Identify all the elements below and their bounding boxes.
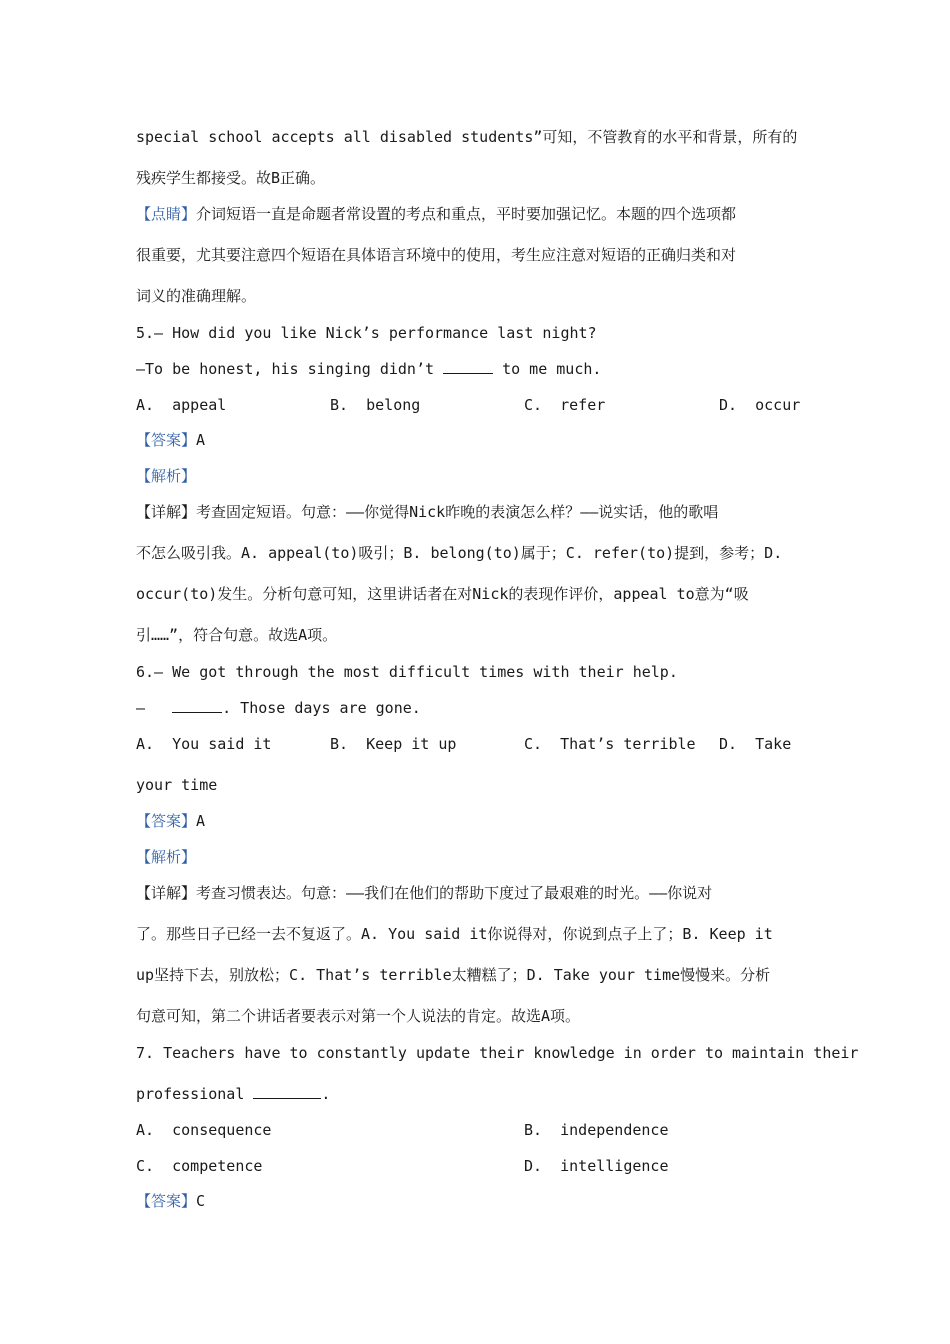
q5-option-c: C. refer (524, 396, 606, 414)
dianjing-tag: 【点睛】 (136, 205, 197, 223)
q6-answer-tag: 【答案】 (136, 812, 197, 830)
dianjing-line-2: 很重要，尤其要注意四个短语在具体语言环境中的使用，考生应注意对短语的正确归类和对 (136, 246, 737, 264)
q7-stem-2: professional . (136, 1085, 331, 1103)
q5-detail-4: 引……”，符合句意。故选A项。 (136, 626, 338, 644)
q6-option-c: C. That’s terrible (524, 735, 696, 753)
q7-blank (253, 1084, 321, 1099)
q7-option-c: C. competence (136, 1157, 263, 1175)
q5-detail-1: 【详解】考查固定短语。句意：——你觉得Nick昨晚的表演怎么样？——说实话，他的歌唱 (136, 503, 719, 521)
q5-stem-1: 5.— How did you like Nick’s performance last night? (136, 324, 597, 342)
q5-detail-3: occur(to)发生。分析句意可知，这里讲话者在对Nick的表现作评价，appeal to意为“吸 (136, 585, 749, 603)
dianjing-line-3: 词义的准确理解。 (136, 287, 257, 305)
q6-option-a: A. You said it (136, 735, 272, 753)
q5-option-d: D. occur (719, 396, 801, 414)
q5-option-b: B. belong (330, 396, 421, 414)
q6-detail-2: 了。那些日子已经一去不复返了。A. You said it你说得对，你说到点子上了；B. Keep it (136, 925, 773, 943)
q5-blank (443, 359, 493, 374)
q6-option-d: D. Take (719, 735, 792, 753)
q5-answer: 【答案】A (136, 431, 206, 449)
q6-analysis-tag: 【解析】 (136, 848, 197, 866)
q6-detail-1: 【详解】考查习惯表达。句意：——我们在他们的帮助下度过了最艰难的时光。——你说对 (136, 884, 713, 902)
q6-option-b: B. Keep it up (330, 735, 457, 753)
q5-answer-tag: 【答案】 (136, 431, 197, 449)
q7-option-a: A. consequence (136, 1121, 272, 1139)
q5-option-a: A. appeal (136, 396, 227, 414)
dianjing-line-1: 【点睛】介词短语一直是命题者常设置的考点和重点，平时要加强记忆。本题的四个选项都 (136, 205, 737, 223)
q5-detail-2: 不怎么吸引我。A. appeal(to)吸引；B. belong(to)属于；C. refer(to)提到，参考；D. (136, 544, 783, 562)
q7-option-d: D. intelligence (524, 1157, 669, 1175)
intro-line-2: 残疾学生都接受。故B正确。 (136, 169, 326, 187)
q6-detail-3: up坚持下去，别放松；C. That’s terrible太糟糕了；D. Take your time慢慢来。分析 (136, 966, 771, 984)
q7-answer: 【答案】C (136, 1192, 206, 1210)
q5-analysis-tag: 【解析】 (136, 467, 197, 485)
intro-line-1: special school accepts all disabled students”可知，不管教育的水平和背景，所有的 (136, 128, 798, 146)
q6-detail-4: 句意可知，第二个讲话者要表示对第一个人说法的肯定。故选A项。 (136, 1007, 581, 1025)
q7-answer-tag: 【答案】 (136, 1192, 197, 1210)
q6-detail-tag: 【详解】 (136, 884, 197, 902)
q5-stem-2: —To be honest, his singing didn’t to me much. (136, 360, 602, 378)
q6-option-d-wrap: your time (136, 776, 218, 794)
q6-stem-2: — . Those days are gone. (136, 699, 421, 717)
q6-answer: 【答案】A (136, 812, 206, 830)
q5-detail-tag: 【详解】 (136, 503, 197, 521)
q6-blank (172, 698, 222, 713)
q7-stem-1: 7. Teachers have to constantly update their knowledge in order to maintain their (136, 1044, 859, 1062)
q7-option-b: B. independence (524, 1121, 669, 1139)
q6-stem-1: 6.— We got through the most difficult times with their help. (136, 663, 678, 681)
